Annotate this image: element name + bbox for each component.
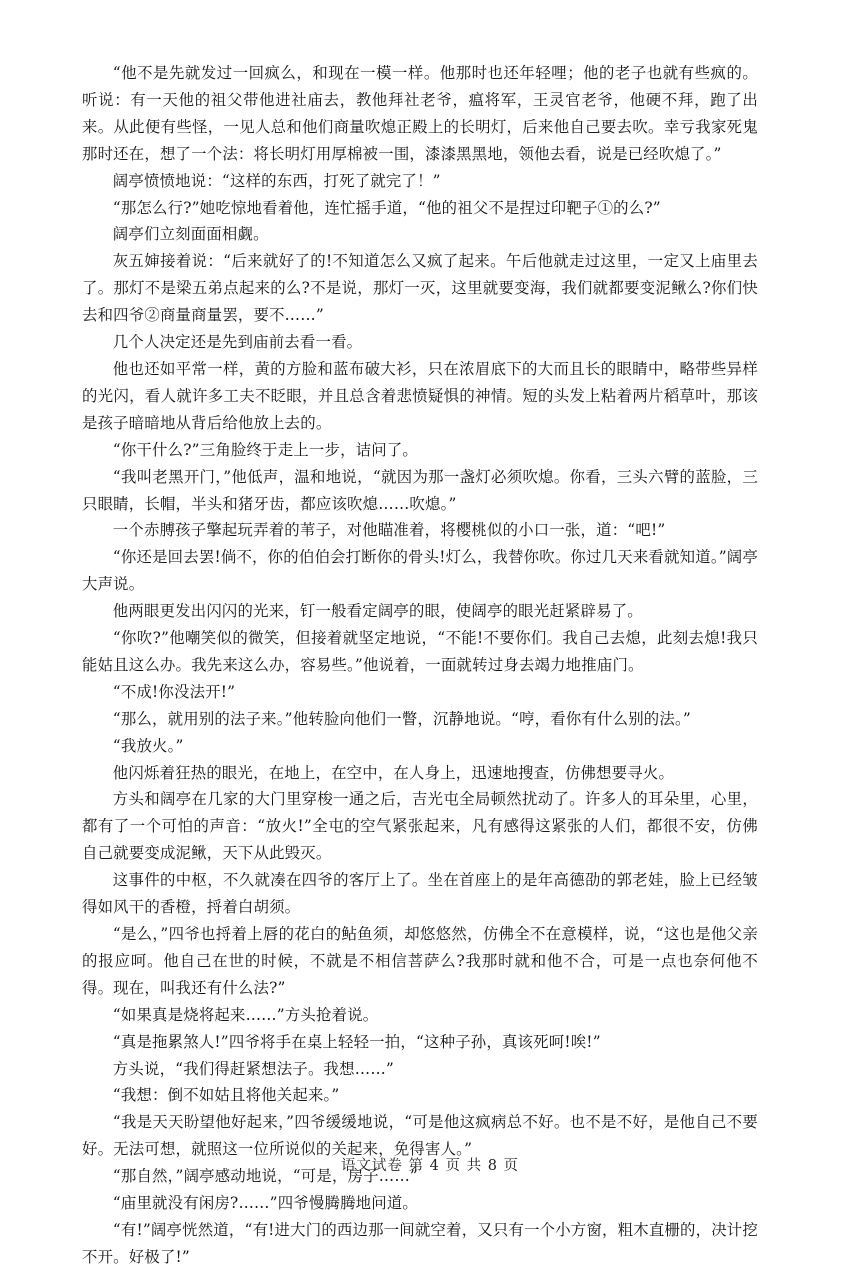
- paragraph: “你干什么?”三角脸终于走上一步，诘问了。: [112, 440, 419, 459]
- paragraph: 方头和阔亭在几家的大门里穿梭一通之后，吉光屯全局顿然扰动了。许多人的耳朵里，心里，都有了一个可怕的声音：“放火!”全屯的空气紧张起来，凡有感得这紧张的人们，都很不安，仿佛自己就要变成泥鳅，天下从此毁灭。: [82, 790, 758, 863]
- paragraph: “有!”阔亭恍然道，“有!进大门的西边那一间就空着，又只有一个小方窗，粗木直栅的，决计挖不开。好极了!”: [82, 1220, 758, 1266]
- paragraph: “那自然，”阔亭感动地说，“可是，房子……”: [112, 1167, 419, 1186]
- paragraph: “你吹?”他嘲笑似的微笑，但接着就坚定地说，“不能!不要你们。我自己去熄，此刻去熄!我只能姑且这么办。我先来这么办，容易些。”他说着，一面就转过身去竭力地推庙门。: [82, 629, 758, 674]
- paragraph: “我是天天盼望他好起来，”四爷缓缓地说，“可是他这疯病总不好。也不是不好，是他自己不要好。无法可想，就照这一位所说似的关起来，免得害人。”: [82, 1113, 758, 1159]
- paragraph: 阔亭们立刻面面相觑。: [112, 225, 269, 244]
- paragraph: “那么，就用别的法子来。”他转脸向他们一瞥，沉静地说。“哼，看你有什么别的法。”: [112, 709, 691, 728]
- paragraph: “他不是先就发过一回疯么，和现在一模一样。他那时也还年轻哩；他的老子也就有些疯的。听说：有一天他的祖父带他进社庙去，教他拜社老爷，瘟将军，王灵官老爷，他硬不拜，跑了出来。从此便有些怪，一见人总和他们商量吹熄正殿上的长明灯，后来他自己要去吹。幸亏我家死鬼那时还在，想了一个法：将长明灯用厚棉被一围，漆漆黑黑地，领他去看，说是已经吹熄了。”: [82, 64, 758, 163]
- paragraph: “庙里就没有闲房?……”四爷慢腾腾地问道。: [112, 1194, 419, 1213]
- paragraph: 他也还如平常一样，黄的方脸和蓝布破大衫，只在浓眉底下的大而且长的眼睛中，略带些异样的光闪，看人就许多工夫不眨眼，并且总含着悲愤疑惧的神情。短的头发上粘着两片稻草叶，那该是孩子暗暗地从背后给他放上去的。: [82, 359, 758, 432]
- paragraph: 他闪烁着狂热的眼光，在地上，在空中，在人身上，迅速地搜查，仿佛想要寻火。: [112, 763, 675, 782]
- paragraph: 一个赤膊孩子擎起玩弄着的苇子，对他瞄准着，将樱桃似的小口一张，道：“吧!”: [112, 521, 666, 540]
- paragraph: 阔亭愤愤地说：“这样的东西，打死了就完了！”: [112, 171, 441, 190]
- paragraph: “真是拖累煞人!”四爷将手在桌上轻轻一拍，“这种子孙，真该死呵!唉!”: [112, 1032, 601, 1051]
- paragraph: “如果真是烧将起来……”方头抢着说。: [112, 1005, 379, 1024]
- paragraph: 灰五婶接着说：“后来就好了的!不知道怎么又疯了起来。午后他就走过这里，一定又上庙里去了。那灯不是梁五弟点起来的么?不是说，那灯一灭，这里就要变海，我们就都要变泥鳅么?你们快去和四爷②商量商量罢，要不……”: [82, 252, 758, 325]
- page-footer: 语文试卷 第 4 页 共 8 页: [340, 1158, 520, 1174]
- paragraph: 这事件的中枢，不久就凑在四爷的客厅上了。坐在首座上的是年高德劭的郭老娃，脸上已经皱得如风干的香橙，捋着白胡须。: [82, 871, 758, 917]
- paragraph: “是么，”四爷也捋着上唇的花白的鲇鱼须，却悠悠然，仿佛全不在意模样，说，“这也是他父亲的报应呵。他自己在世的时候，不就是不相信菩萨么?我那时就和他不合，可是一点也奈何他不得。现在，叫我还有什么法?”: [82, 925, 758, 997]
- paragraph: “不成!你没法开!”: [112, 682, 236, 701]
- document-body: [82, 60, 758, 1271]
- paragraph: “那怎么行?”她吃惊地看着他，连忙摇手道，“他的祖父不是捏过印靶子①的么?”: [112, 198, 661, 217]
- paragraph: “我想：倒不如姑且将他关起来。”: [112, 1086, 340, 1105]
- paragraph: “你还是回去罢!倘不，你的伯伯会打断你的骨头!灯么，我替你吹。你过几天来看就知道。”阔亭大声说。: [82, 548, 758, 594]
- paragraph: 几个人决定还是先到庙前去看一看。: [112, 333, 363, 352]
- paragraph: 方头说，“我们得赶紧想法子。我想……”: [112, 1059, 394, 1078]
- paragraph: “我放火。”: [112, 736, 184, 755]
- paragraph: 他两眼更发出闪闪的光来，钉一般看定阔亭的眼，使阔亭的眼光赶紧辟易了。: [112, 602, 643, 621]
- paragraph: “我叫老黑开门，”他低声，温和地说，“就因为那一盏灯必须吹熄。你看，三头六臂的蓝脸，三只眼睛，长帽，半头和猪牙齿，都应该吹熄……吹熄。”: [82, 467, 758, 513]
